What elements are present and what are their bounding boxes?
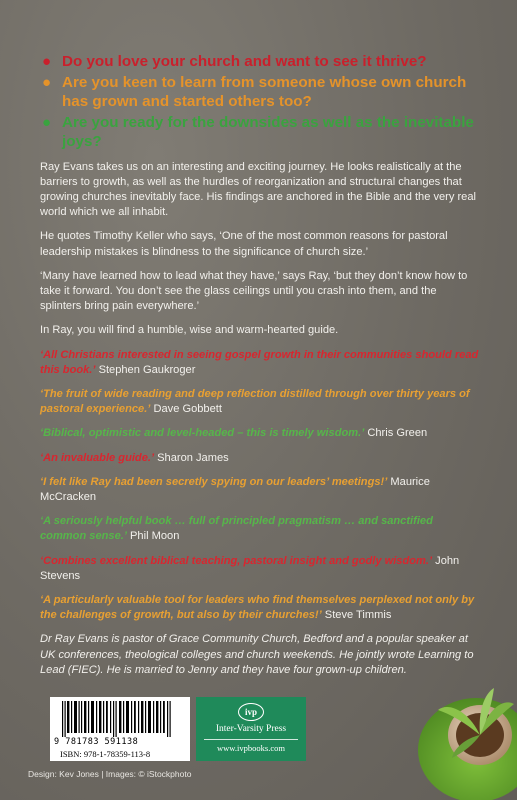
endorsement-quote: ‘A particularly valuable tool for leaders who find themselves perplexed not only by the challenges of growth, but also by their churches!’ bbox=[40, 593, 475, 622]
author-bio: Dr Ray Evans is pastor of Grace Community Church, Bedford and a popular speaker at UK conferences, theological colleges and church weekends. He jointly wrote Learning to Lead (FIEC). He is married to Jenny and they have four grown-up children. bbox=[40, 633, 474, 676]
endorsement-author: Steve Timmis bbox=[324, 609, 392, 622]
barcode-image bbox=[56, 701, 182, 737]
barcode-panel bbox=[50, 697, 190, 761]
endorsement bbox=[40, 426, 480, 441]
endorsement-author: Phil Moon bbox=[130, 530, 180, 543]
blurb-paragraph: Ray Evans takes us on an interesting and exciting journey. He looks realistically at the barriers to growth, as well as the hurdles of reorganization and structural changes that growing churches inevitably face. His findings are anchored in the Bible and the very real world which we all inhabit. bbox=[40, 160, 476, 219]
endorsement bbox=[40, 387, 480, 417]
endorsement-author: John Stevens bbox=[40, 554, 460, 582]
publisher-name: Inter-Varsity Press bbox=[215, 724, 287, 734]
endorsement-author: Dave Gobbett bbox=[153, 403, 222, 416]
endorsement-author: Maurice McCracken bbox=[40, 475, 430, 503]
bullet-dot-icon: ● bbox=[42, 73, 52, 91]
question-item bbox=[40, 52, 480, 72]
isbn-number: ISBN: 978-1-78359-113-8 bbox=[60, 749, 151, 759]
endorsement-quote: ‘All Christians interested in seeing gospel growth in their communities should read this book.’ bbox=[40, 348, 479, 376]
endorsement-quote: ‘Biblical, optimistic and level-headed – this is timely wisdom.’ bbox=[40, 427, 365, 440]
endorsement bbox=[40, 348, 480, 378]
endorsement-quote: ‘An invaluable guide.’ bbox=[40, 451, 155, 464]
endorsement bbox=[40, 514, 480, 544]
question-text: Do you love your church and want to see it thrive? bbox=[62, 53, 427, 70]
endorsement-author: Chris Green bbox=[367, 427, 428, 440]
blurb-paragraph: He quotes Timothy Keller who says, ‘One of the most common reasons for pastoral leadership mistakes is blindness to the significance of church size.’ bbox=[40, 230, 448, 258]
question-item bbox=[40, 73, 480, 112]
question-list bbox=[40, 52, 480, 152]
endorsement bbox=[40, 554, 480, 584]
back-cover-text bbox=[40, 52, 480, 678]
bullet-dot-icon: ● bbox=[42, 113, 52, 131]
barcode-digits: 9 781783 591138 bbox=[54, 737, 139, 747]
bullet-dot-icon: ● bbox=[42, 53, 52, 70]
endorsement-quote: ‘Combines excellent biblical teaching, pastoral insight and godly wisdom.’ bbox=[40, 554, 433, 567]
divider bbox=[204, 739, 298, 740]
endorsement-author: Sharon James bbox=[157, 451, 229, 464]
potted-plant-image bbox=[408, 640, 517, 800]
blurb-paragraph: ‘Many have learned how to lead what they have,’ says Ray, ‘but they don’t know how to take it forward. You don’t see the glass ceilings until you crash into them, and the splinters bring pain everywhere.’ bbox=[40, 269, 468, 313]
question-text: Are you ready for the downsides as well as the inevitable joys? bbox=[62, 113, 474, 150]
ivp-logo: ivp bbox=[238, 703, 264, 721]
endorsement bbox=[40, 475, 480, 505]
endorsement-quote: ‘A seriously helpful book … full of principled pragmatism … and sanctified common sense.’ bbox=[40, 515, 433, 543]
endorsement-author: Stephen Gaukroger bbox=[98, 363, 196, 376]
design-credit: Design: Kev Jones | Images: © iStockphoto bbox=[28, 769, 192, 779]
publisher-panel bbox=[196, 697, 306, 761]
endorsement-quote: ‘The fruit of wide reading and deep reflection distilled through over thirty years of pastoral experience.’ bbox=[40, 387, 470, 416]
endorsement bbox=[40, 451, 480, 466]
blurb-paragraph: In Ray, you will find a humble, wise and warm-hearted guide. bbox=[40, 324, 339, 337]
question-item bbox=[40, 113, 480, 152]
question-text: Are you keen to learn from someone whose own church has grown and started others too? bbox=[62, 73, 467, 110]
publisher-url: www.ivpbooks.com bbox=[217, 743, 285, 753]
endorsement-quote: ‘I felt like Ray had been secretly spying on our leaders’ meetings!’ bbox=[40, 475, 388, 488]
endorsement bbox=[40, 593, 480, 623]
